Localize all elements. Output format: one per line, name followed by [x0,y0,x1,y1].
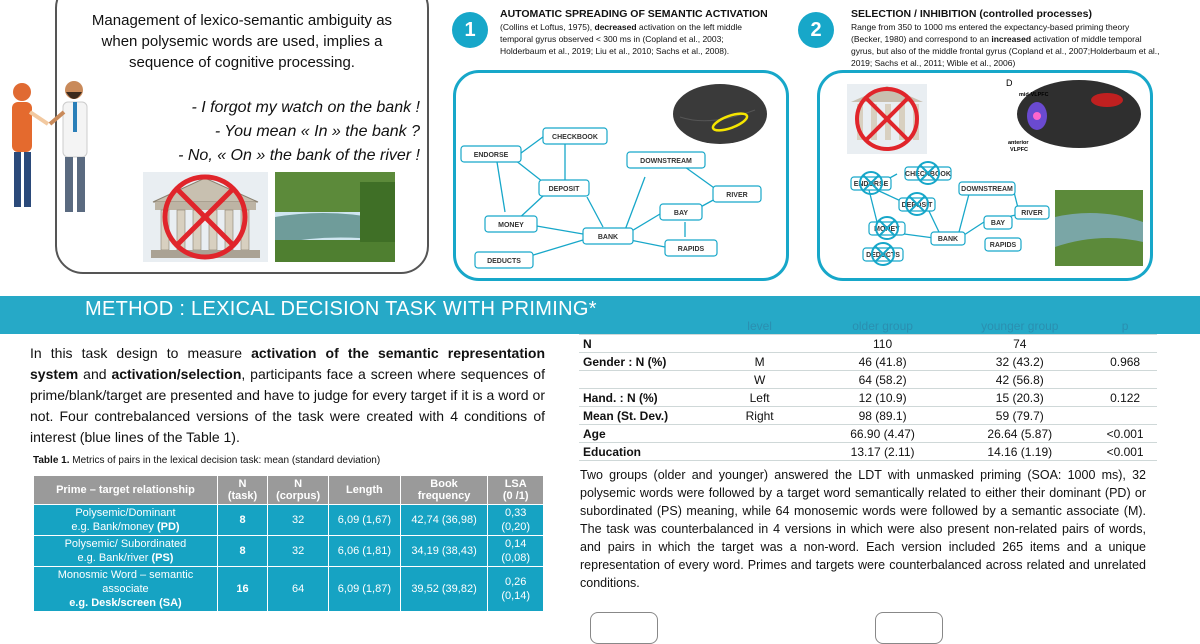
svg-text:DEDUCTS: DEDUCTS [487,258,521,265]
t1-relation: Monosmic Word – semantic associate e.g. Desk/screen (SA) [34,567,218,612]
svg-text:RIVER: RIVER [726,192,748,199]
table-row: N 110 74 [579,335,1157,353]
table-row: Gender : N (%) M 46 (41.8) 32 (43.2) 0.968 [579,353,1157,371]
table-row: Mean (St. Dev.) Right 98 (89.1) 59 (79.7) [579,407,1157,425]
svg-text:VLPFC: VLPFC [1010,147,1029,153]
svg-text:DOWNSTREAM: DOWNSTREAM [640,158,692,165]
svg-text:DOWNSTREAM: DOWNSTREAM [961,186,1013,193]
dialog-line-2: - You mean « In » the bank ? [214,123,420,140]
svg-text:DEDUCTS: DEDUCTS [866,252,900,259]
table2 [579,317,1157,461]
p2-node-bank [931,232,965,245]
t1-ntask: 8 [217,505,267,536]
table-row: Education 13.17 (2.11) 14.16 (1.19) <0.001 [579,443,1157,461]
svg-text:ENDORSE: ENDORSE [473,152,509,159]
node-downstream [627,152,705,168]
t1-header-ncorpus: N (corpus) [268,476,329,505]
t1-lsa: 0,14 (0,08) [488,536,544,567]
panel1-network [455,72,781,273]
dialog-line-1: - I forgot my watch on the bank ! [191,99,420,116]
crossed-bank-image [143,172,268,262]
svg-text:BAY: BAY [990,220,1006,227]
t1-frequency: 39,52 (39,82) [400,567,488,612]
svg-text:DEPOSIT: DEPOSIT [901,202,933,209]
svg-text:BAY: BAY [673,210,689,217]
svg-text:mid-VLPFC: mid-VLPFC [1019,92,1049,98]
node-river [713,186,761,202]
node-money [485,216,537,232]
p2-node-rapids [985,238,1021,251]
table-row: W 64 (58.2) 42 (56.8) [579,371,1157,389]
t1-relation: Polysemic/ Subordinated e.g. Bank/river (PS) [34,536,218,567]
svg-text:CHECKBOOK: CHECKBOOK [552,134,598,141]
t1-frequency: 42,74 (36,98) [400,505,488,536]
svg-text:RIVER: RIVER [1021,210,1043,217]
svg-text:D: D [1006,78,1013,88]
panel1-text: (Collins et Loftus, 1975), decreased activation on the left middle temporal gyrus observed < 300 ms in (Copland et al., 2003; Holderbaum et al., 2019; Liu et al., 2010; Sachs et al., 2008). [500,22,742,56]
table-row [34,505,544,536]
t1-relation: Polysemic/Dominant e.g. Bank/money (PD) [34,505,218,536]
t1-header-length: Length [329,476,401,505]
svg-text:BANK: BANK [597,234,619,241]
t1-header-frequency: Book frequency [400,476,488,505]
river-image [275,172,395,262]
t1-ntask: 8 [217,536,267,567]
t1-lsa: 0,33 (0,20) [488,505,544,536]
svg-text:MONEY: MONEY [498,222,524,229]
t2-header-older: older group [819,317,947,335]
p2-node-bay [984,216,1012,229]
node-endorse [461,146,521,162]
t1-lsa: 0,26 (0,14) [488,567,544,612]
table-row: Age 66.90 (4.47) 26.64 (5.87) <0.001 [579,425,1157,443]
panel2-number: 2 [798,12,834,48]
node-deducts [475,252,533,268]
table1 [33,475,544,612]
node-deposit [539,180,589,196]
t2-header-blank [579,317,700,335]
results-paragraph: Two groups (older and younger) answered the LDT with unmasked priming (SOA: 1000 ms), 32 polysemic words were followed by a target word semantically related to either their dominant (PD) or subordinated (PS) meaning, while 64 monosemic words were followed by a semantic associate (M). The task was counterbalanced in 4 versions in which were also present non-related pairs of words, and pairs in which the target was a non-word. Each version included 265 items and a unique representation of every word. Primes and targets were counterbalanced across related and unrelated conditions. [580,468,1146,590]
t1-ncorpus: 64 [268,567,329,612]
svg-text:DEPOSIT: DEPOSIT [548,186,580,193]
node-bay [660,204,702,220]
node-checkbook [543,128,607,144]
svg-text:BANK: BANK [937,236,959,243]
method-title: METHOD : LEXICAL DECISION TASK WITH PRIMING* [85,298,597,320]
t1-length: 6,06 (1,81) [329,536,401,567]
t1-header-relation: Prime – target relationship [34,476,218,505]
panel1-title: AUTOMATIC SPREADING OF SEMANTIC ACTIVATION [500,8,768,20]
panel1-number: 1 [452,12,488,48]
t1-frequency: 34,19 (38,43) [400,536,488,567]
table-row [34,567,544,612]
t1-length: 6,09 (1,87) [329,567,401,612]
intro-text: Management of lexico-semantic ambiguity as when polysemic words are used, implies a sequence of cognitive processing. [91,12,393,71]
t1-header-lsa: LSA (0 /1) [488,476,544,505]
panel2-title: SELECTION / INHIBITION (controlled processes) [851,8,1092,20]
svg-text:CHECKBOOK: CHECKBOOK [905,171,951,178]
node-bank [583,228,633,244]
node-rapids [665,240,717,256]
p2-node-downstream [959,182,1015,195]
svg-text:ENDORSE: ENDORSE [853,181,889,188]
bottom-box-left [590,612,658,644]
t2-header-level: level [700,317,818,335]
river-image-small [1055,190,1143,266]
table1-caption: Table 1. Metrics of pairs in the lexical decision task: mean (standard deviation) [33,455,381,466]
crossed-bank-image-small [847,84,927,154]
table-row: Hand. : N (%) Left 12 (10.9) 15 (20.3) 0.122 [579,389,1157,407]
t1-ncorpus: 32 [268,536,329,567]
svg-text:RAPIDS: RAPIDS [677,246,705,253]
t2-header-p: p [1093,317,1157,335]
t1-header-ntask: N (task) [217,476,267,505]
panel2-content [819,72,1145,273]
brain-image-1 [673,84,767,144]
people-illustration [0,78,100,268]
svg-text:RAPIDS: RAPIDS [989,242,1017,249]
bottom-box-right [875,612,943,644]
t1-length: 6,09 (1,67) [329,505,401,536]
method-paragraph: In this task design to measure activation of the semantic representation system and activation/selection, participants face a screen where sequences of prime/blank/target are presented and have to judge for every target if it is a word or not. Four contrebalanced versions of the task were created with 4 conditions of interest (blue lines of the Table 1). [30,345,545,445]
p2-node-river [1015,206,1049,219]
t1-ntask: 16 [217,567,267,612]
brain-image-2 [1006,78,1141,153]
svg-text:MONEY: MONEY [874,226,900,233]
table-row [34,536,544,567]
svg-text:anterior: anterior [1008,140,1029,146]
panel2-text: Range from 350 to 1000 ms entered the expectancy-based priming theory (Becker, 1980) and correspond to an increased activation of middle temporal gyrus, but also of the middle frontal gyrus (Copland et al., 2007;Holderbaum et al., 2019; Sachs et al., 2011; Wible et al., 2006) [851,22,1160,68]
t1-ncorpus: 32 [268,505,329,536]
t2-header-younger: younger group [946,317,1093,335]
dialog-line-3: - No, « On » the bank of the river ! [178,147,420,164]
